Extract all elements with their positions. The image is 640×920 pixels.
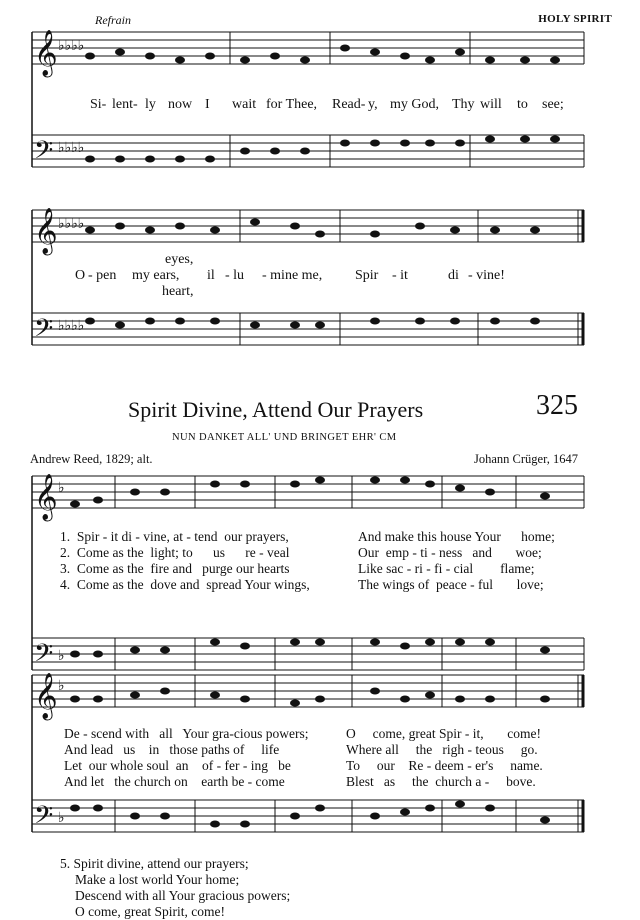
verse-line: And let the church on earth be - come (64, 774, 285, 789)
author-credit: Andrew Reed, 1829; alt. (30, 452, 153, 466)
section-tag: HOLY SPIRIT (538, 13, 612, 25)
verse-line: O come, great Spir - it, come! (346, 726, 541, 741)
lyric-syllable: lent- (112, 97, 138, 112)
lyric-alt-below: heart, (162, 284, 194, 299)
lyric-syllable: di (448, 268, 459, 283)
tune-name: NUN DANKET ALL' UND BRINGET EHR' CM (172, 432, 397, 443)
verse-line: 1. Spir - it di - vine, at - tend our prayers, (60, 529, 289, 544)
lyric-syllable: Spir (355, 268, 379, 283)
lyric-syllable: my God, (390, 97, 439, 112)
svg-text:♭♭♭♭: ♭♭♭♭ (58, 140, 85, 156)
treble-clef-icon: 𝄞 (34, 673, 58, 719)
lyric-syllable: my ears, (132, 268, 180, 283)
svg-text:♭♭♭♭: ♭♭♭♭ (58, 318, 85, 334)
staff-treble-2 (32, 210, 584, 242)
lyric-syllable: see; (542, 97, 564, 112)
bass-clef-icon: 𝄢 (34, 639, 54, 674)
verse-line: The wings of peace - ful love; (358, 577, 544, 592)
svg-text:♭: ♭ (58, 648, 65, 664)
verse-line: 2. Come as the light; to us re - veal (60, 545, 290, 560)
lyric-syllable: il (207, 268, 215, 283)
lyric-syllable: to (517, 97, 528, 112)
verse-line: Like sac - ri - fi - cial flame; (358, 561, 535, 576)
treble-clef-icon: 𝄞 (34, 30, 58, 76)
stanza-5-line: O come, great Spirit, come! (75, 904, 225, 919)
stanza-5-line: Make a lost world Your home; (75, 872, 240, 887)
refrain-label: Refrain (95, 13, 131, 27)
lyric-alt-above: eyes, (165, 252, 194, 267)
stanza-5-line: Descend with all Your gracious powers; (75, 888, 291, 903)
lyric-syllable: for Thee, (266, 97, 318, 112)
verse-line: Our emp - ti - ness and woe; (358, 545, 542, 560)
verse-line: And make this house Your home; (358, 529, 555, 544)
svg-text:♭♭♭♭: ♭♭♭♭ (58, 38, 85, 54)
lyric-syllable: y, (368, 97, 378, 112)
composer-credit: Johann Crüger, 1647 (474, 452, 578, 466)
svg-text:♭: ♭ (58, 810, 65, 826)
treble-clef-icon: 𝄞 (34, 208, 58, 254)
lyric-syllable: - pen (88, 268, 117, 283)
lyric-syllable: ly (145, 97, 156, 112)
svg-text:♭: ♭ (58, 480, 65, 496)
verse-line: Where all the righ - teous go. (346, 742, 538, 757)
svg-text:♭: ♭ (58, 678, 65, 694)
treble-clef-icon: 𝄞 (34, 474, 58, 520)
verse-line: To our Re - deem - er's name. (346, 758, 543, 773)
verse-line: Let our whole soul an of - fer - ing be (64, 758, 291, 773)
lyric-syllable: O (75, 268, 86, 283)
svg-text:♭♭♭♭: ♭♭♭♭ (58, 216, 85, 232)
lyric-syllable: will (480, 97, 502, 112)
lyric-syllable: - mine me, (262, 268, 323, 283)
lyric-syllable: I (205, 97, 210, 112)
lyric-syllable: - lu (225, 268, 245, 283)
lyric-syllable: Thy (452, 97, 475, 112)
stanza-5 (60, 856, 290, 920)
lyric-syllable: - vine! (468, 268, 505, 283)
bass-clef-icon: 𝄢 (34, 314, 54, 349)
lyric-syllable: Si- (90, 97, 107, 112)
verse-line: And lead us in those paths of life (64, 742, 280, 757)
bass-clef-icon: 𝄢 (34, 801, 54, 836)
lyric-syllable: wait (232, 97, 257, 112)
lyric-syllable: - it (392, 268, 408, 283)
verse-line: 4. Come as the dove and spread Your wings, (60, 577, 310, 592)
stanza-5-line: 5. Spirit divine, attend our prayers; (60, 856, 249, 871)
lyric-syllable: now (168, 97, 193, 112)
hymn-title: Spirit Divine, Attend Our Prayers (128, 397, 424, 422)
staff-bass-2 (32, 313, 584, 345)
verse-line: Blest as the church a - bove. (346, 774, 536, 789)
bass-clef-icon: 𝄢 (34, 136, 54, 171)
verse-line: 3. Come as the fire and purge our hearts (60, 561, 290, 576)
verse-line: De - scend with all Your gra-cious powers; (64, 726, 309, 741)
lyric-syllable: Read- (332, 97, 366, 112)
hymn-number: 325 (536, 390, 578, 421)
